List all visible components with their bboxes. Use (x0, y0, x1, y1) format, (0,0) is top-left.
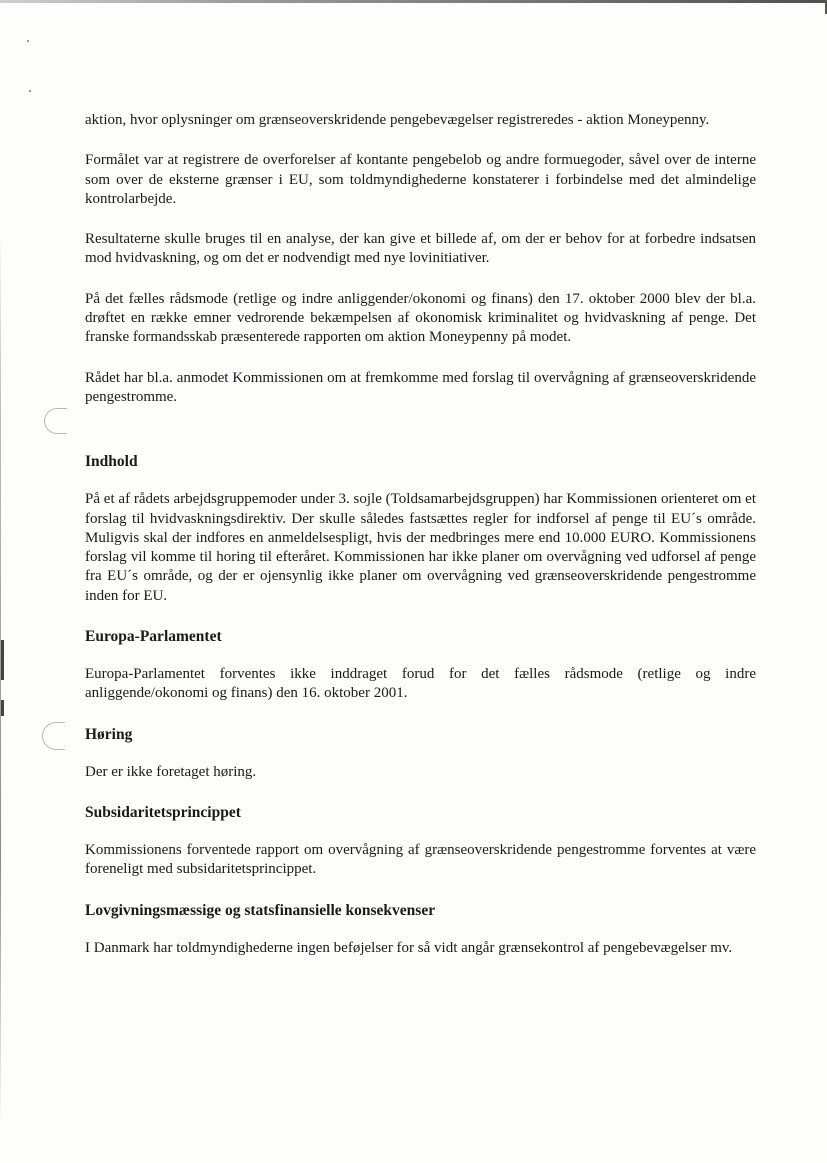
paragraph: På det fælles rådsmode (retlige og indre anliggender/okonomi og finans) den 17. oktober 2000 blev der bl.a. drøftet en række emner vedrorende bekæmpelsen af okonomisk kriminalitet og hvidvaskning af penge. Det franske formandsskab præsenterede rapporten om aktion Moneypenny på modet. (85, 290, 756, 346)
spacer (85, 428, 756, 452)
section-text-lovgivning: I Danmark har toldmyndighederne ingen beføjelser for så vidt angår grænsekontrol af pengebevægelser mv. (85, 939, 733, 956)
section-heading-europa-parlamentet: Europa-Parlamentet (85, 628, 222, 646)
section-heading-indhold: Indhold (85, 453, 138, 471)
section-heading-lovgivning: Lovgivningsmæssige og statsfinansielle konsekvenser (85, 901, 436, 919)
scan-margin-mark (1, 700, 4, 716)
section-heading-horing: Høring (85, 725, 133, 743)
scan-edge-left (0, 230, 1, 1130)
paragraph: Rådet har bl.a. anmodet Kommissionen om at fremkomme med forslag til overvågning af grænseoverskridende pengestromme. (85, 369, 756, 405)
punch-hole-mark (44, 408, 67, 434)
scan-speck (29, 90, 31, 92)
paragraph: Resultaterne skulle bruges til en analyse, der kan give et billede af, om der er behov for at forbedre indsatsen mod hvidvaskning, og om det er nodvendigt med nye lovinitiativer. (85, 231, 756, 267)
document-page (85, 111, 756, 979)
section-text-indhold: På et af rådets arbejdsgruppemoder under 3. sojle (Toldsamarbejdsgruppen) har Kommissionen orienteret om et forslag til hvidvaskningsdirektiv. Der skulle således fastsættes regler for indforsel af penge til EU´s område. Muligvis skal der indfores en anmeldelsespligt, hvis der medbringes mere end 10.000 EURO. Kommissionens forslag vil komme til horing til efteråret. Kommissionen har ikke planer om overvågning ved udforsel af penge fra EU´s område, og der er ojensynlig ikke planer om overvågning ved grænseoverskridende pengestromme inden for EU. (85, 491, 756, 604)
section-text-subsidiaritet: Kommissionens forventede rapport om overvågning af grænseoverskridende pengestromme forventes at være foreneligt med subsidaritetsprincippet. (85, 841, 756, 878)
scan-speck (27, 40, 29, 42)
punch-hole-mark (42, 722, 65, 750)
scan-margin-mark (1, 640, 4, 680)
section-heading-subsidiaritet: Subsidaritetsprincippet (85, 803, 241, 821)
scan-edge-top (0, 0, 827, 3)
paragraph: Formålet var at registrere de overforelser af kontante pengebelob og andre formuegoder, såvel over de interne som over de eksterne grænser i EU, som toldmyndighederne konstaterer i forbindelse med det almindelige kontrolarbejde. (85, 152, 756, 207)
section-text-horing: Der er ikke foretaget høring. (85, 763, 257, 780)
paragraph: aktion, hvor oplysninger om grænseoverskridende pengebevægelser registreredes - aktion Moneypenny. (85, 112, 710, 128)
section-text-europa-parlamentet: Europa-Parlamentet forventes ikke inddraget forud for det fælles rådsmode (retlige og indre anliggende/okonomi og finans) den 16. oktober 2001. (85, 666, 756, 702)
